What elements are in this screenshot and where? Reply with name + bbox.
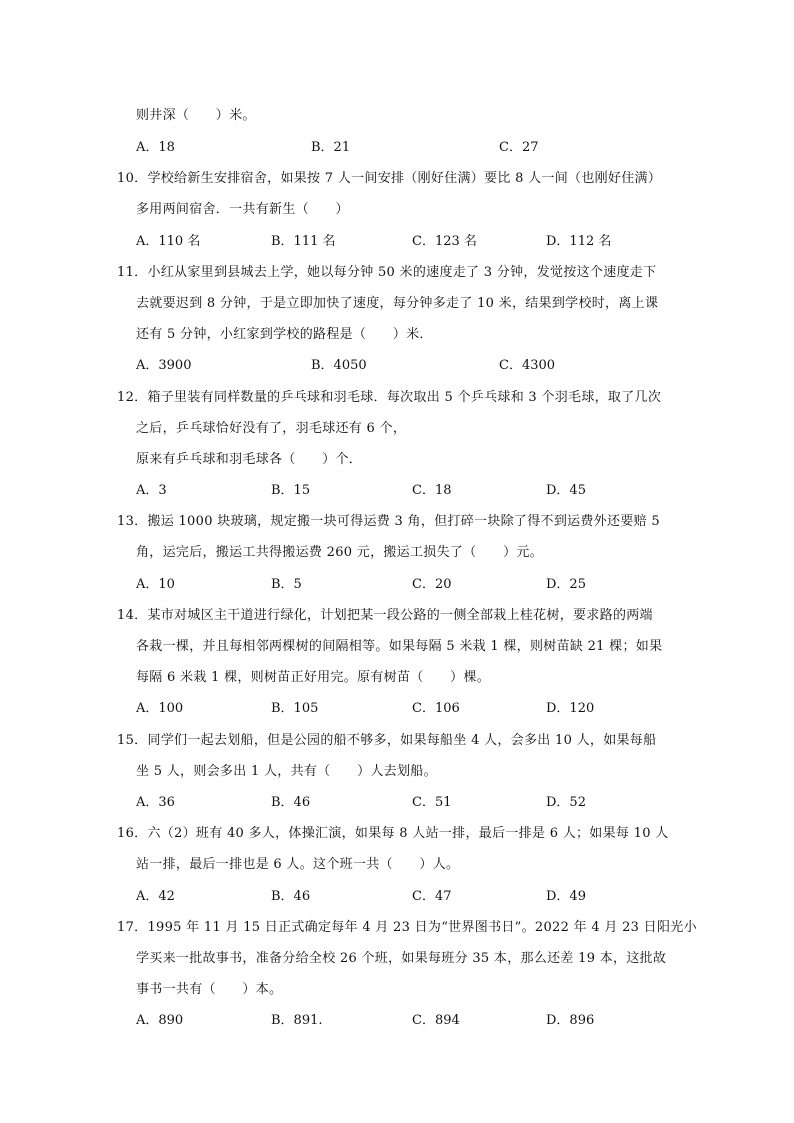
option-d: D．120 xyxy=(546,701,595,716)
option-b: B．891. xyxy=(271,1013,323,1028)
option-a: A．110 名 xyxy=(136,234,201,249)
option-c: C．18 xyxy=(412,483,452,498)
option-c: C．51 xyxy=(412,795,452,810)
option-c: C．47 xyxy=(412,889,452,904)
option-c: C．27 xyxy=(499,140,539,155)
option-b: B．111 名 xyxy=(271,234,336,249)
question-number: 10． xyxy=(117,171,148,186)
question-number: 11． xyxy=(117,265,148,280)
question-14-line-1 xyxy=(117,604,653,623)
option-b: B．21 xyxy=(311,140,351,155)
answer-options xyxy=(136,791,696,809)
option-d: D．896 xyxy=(546,1013,595,1028)
question-17-line-3: 事书一共有（ ）本。 xyxy=(136,982,283,997)
question-14-line-2: 各栽一棵，并且每相邻两棵树的间隔相等。如果每隔 5 米栽 1 棵，则树苗缺 21 棵；如果 xyxy=(136,639,663,654)
answer-options xyxy=(136,136,696,154)
question-15-line-2: 坐 5 人，则会多出 1 人，共有（ ）人去划船。 xyxy=(136,764,437,779)
question-11-line-1 xyxy=(117,261,656,280)
question-14-line-3: 每隔 6 米栽 1 棵，则树苗正好用完。原有树苗（ ）棵。 xyxy=(136,670,491,685)
question-text: 1995 年 11 月 15 日正式确定每年 4 月 23 日为“世界图书日”。2022 年 4 月 23 日阳光小 xyxy=(147,920,697,935)
option-b: B．105 xyxy=(271,701,319,716)
option-a: A．36 xyxy=(136,795,175,810)
option-d: D．25 xyxy=(546,577,586,592)
question-text: 六（2）班有 40 多人，体操汇演，如果每 8 人站一排，最后一排是 6 人；如果每 10 人 xyxy=(147,826,669,841)
option-c: C．123 名 xyxy=(412,234,477,249)
question-16-line-1 xyxy=(117,822,669,841)
answer-options xyxy=(136,230,696,248)
question-text: 学校给新生安排宿舍，如果按 7 人一间安排（刚好住满）要比 8 人一间（也刚好住满） xyxy=(147,171,662,186)
option-d: D．52 xyxy=(546,795,586,810)
option-d: D．49 xyxy=(546,889,586,904)
question-number: 14． xyxy=(117,608,148,623)
option-a: A．42 xyxy=(136,889,175,904)
question-text: 搬运 1000 块玻璃，规定搬一块可得运费 3 角，但打碎一块除了得不到运费外还要赔 5 xyxy=(147,514,660,529)
option-b: B．4050 xyxy=(311,358,367,373)
option-a: A．3900 xyxy=(136,358,192,373)
question-text: 同学们一起去划船，但是公园的船不够多，如果每船坐 4 人，会多出 10 人，如果每船 xyxy=(147,733,657,748)
answer-options xyxy=(136,479,696,497)
question-text: 箱子里装有同样数量的乒乓球和羽毛球．每次取出 5 个乒乓球和 3 个羽毛球，取了几次 xyxy=(147,390,662,405)
question-text: 小红从家里到县城去上学，她以每分钟 50 米的速度走了 3 分钟，发觉按这个速度走下 xyxy=(147,265,657,280)
question-17-line-1 xyxy=(117,916,697,935)
option-c: C．4300 xyxy=(499,358,556,373)
option-c: C．20 xyxy=(412,577,452,592)
question-11-line-2: 去就要迟到 8 分钟，于是立即加快了速度，每分钟多走了 10 米，结果到学校时，离上课 xyxy=(136,296,659,311)
option-a: A．100 xyxy=(136,701,184,716)
question-12-line-1 xyxy=(117,386,661,405)
answer-options xyxy=(136,697,696,715)
question-13-line-1 xyxy=(117,510,660,529)
question-number: 16． xyxy=(117,826,148,841)
question-10-line-1 xyxy=(117,167,661,186)
option-d: D．45 xyxy=(546,483,586,498)
question-text: 某市对城区主干道进行绿化，计划把某一段公路的一侧全部栽上桂花树，要求路的两端 xyxy=(147,608,653,623)
option-b: B．5 xyxy=(271,577,302,592)
option-a: A．3 xyxy=(136,483,167,498)
option-a: A．890 xyxy=(136,1013,184,1028)
question-number: 17． xyxy=(117,920,148,935)
option-c: C．894 xyxy=(412,1013,460,1028)
question-number: 13． xyxy=(117,514,148,529)
answer-options xyxy=(136,1009,696,1027)
question-number: 15． xyxy=(117,733,148,748)
question-10-line-2: 多用两间宿舍．一共有新生（ ） xyxy=(136,202,349,217)
option-a: A．18 xyxy=(136,140,175,155)
answer-options xyxy=(136,354,696,372)
question-12-line-2: 之后，乒乓球恰好没有了，羽毛球还有 6 个， xyxy=(136,421,407,436)
question-16-line-2: 站一排，最后一排也是 6 人。这个班一共（ ）人。 xyxy=(136,857,460,872)
question-11-line-3: 还有 5 分钟，小红家到学校的路程是（ ）米． xyxy=(136,327,433,342)
option-d: D．112 名 xyxy=(546,234,612,249)
answer-options xyxy=(136,885,696,903)
question-15-line-1 xyxy=(117,729,656,748)
option-b: B．46 xyxy=(271,889,311,904)
question-17-line-2: 学买来一批故事书，准备分给全校 26 个班，如果每班分 35 本，那么还差 19 本，这批故 xyxy=(136,951,667,966)
option-c: C．106 xyxy=(412,701,460,716)
question-13-line-2: 角，运完后，搬运工共得搬运费 260 元，搬运工损失了（ ）元。 xyxy=(136,545,543,560)
question-12-line-3: 原来有乒乓球和羽毛球各（ ）个． xyxy=(136,452,363,467)
answer-options xyxy=(136,573,696,591)
option-a: A．10 xyxy=(136,577,175,592)
question-text-line: 则井深（ ）米。 xyxy=(136,108,256,123)
option-b: B．46 xyxy=(271,795,311,810)
option-b: B．15 xyxy=(271,483,311,498)
question-number: 12． xyxy=(117,390,148,405)
